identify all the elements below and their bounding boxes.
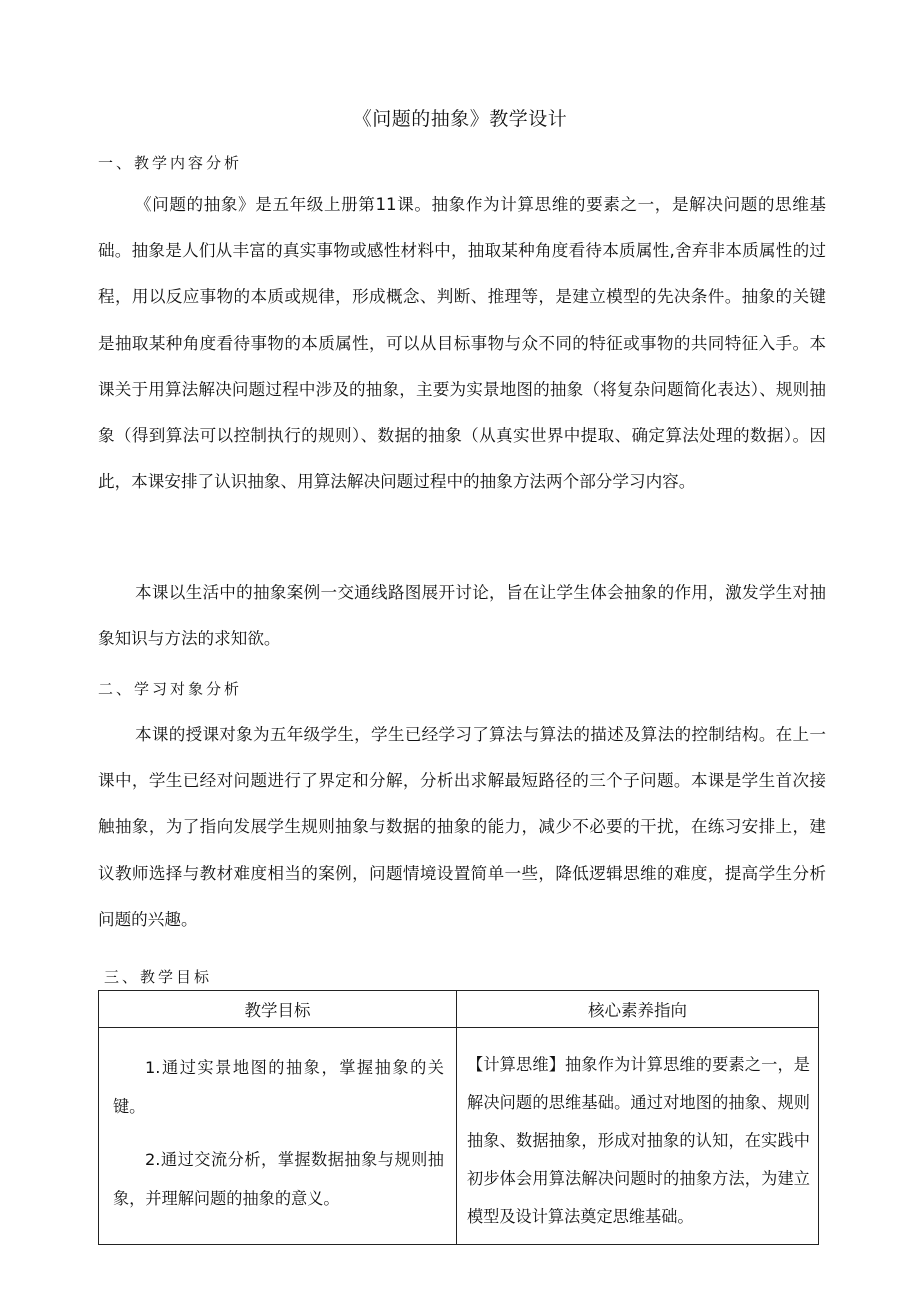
section-heading-learner-analysis: 二、学习对象分析 <box>98 680 243 698</box>
table-header-row <box>99 991 819 1028</box>
section-heading-teaching-goals: 三、教学目标 <box>104 968 213 986</box>
column-header-core-literacy: 核心素养指向 <box>457 991 819 1028</box>
paragraph-learner-analysis: 本课的授课对象为五年级学生，学生已经学习了算法与算法的描述及算法的控制结构。在上一课中，学生已经对问题进行了界定和分解，分析出求解最短路径的三个子问题。本课是学生首次接触抽象，为了指向发展学生规则抽象与数据的抽象的能力，减少不必要的干扰，在练习安排上，建议教师选择与教材难度相当的案例，问题情境设置简单一些，降低逻辑思维的难度，提高学生分析问题的兴趣。 <box>98 725 826 929</box>
section-heading-content-analysis: 一、教学内容分析 <box>98 154 243 172</box>
paragraph-content-analysis-1: 《问题的抽象》是五年级上册第11课。抽象作为计算思维的要素之一，是解决问题的思维基础。抽象是人们从丰富的真实事物或感性材料中，抽取某种角度看待本质属性,舍弃非本质属性的过程，用以反应事物的本质或规律，形成概念、判断、推理等，是建立模型的先决条件。抽象的关键是抽取某种角度看待事物的本质属性，可以从目标事物与众不同的特征或事物的共同特征入手。本课关于用算法解决问题过程中涉及的抽象，主要为实景地图的抽象（将复杂问题简化表达）、规则抽象（得到算法可以控制执行的规则）、数据的抽象（从真实世界中提取、确定算法处理的数据）。因此，本课安排了认识抽象、用算法解决问题过程中的抽象方法两个部分学习内容。 <box>98 195 826 492</box>
goal-item-1: 1.通过实景地图的抽象，掌握抽象的关键。 <box>113 1058 444 1116</box>
table-row <box>99 1028 819 1245</box>
teaching-goals-table <box>98 990 819 1245</box>
column-header-goals: 教学目标 <box>99 991 457 1028</box>
core-literacy-text: 【计算思维】抽象作为计算思维的要素之一，是解决问题的思维基础。通过对地图的抽象、规则抽象、数据抽象，形成对抽象的认知，在实践中初步体会用算法解决问题时的抽象方法，为建立模型及设计算法奠定思维基础。 <box>467 1055 810 1226</box>
paragraph-content-analysis-2: 本课以生活中的抽象案例一交通线路图展开讨论，旨在让学生体会抽象的作用，激发学生对抽象知识与方法的求知欲。 <box>98 583 826 649</box>
goals-cell <box>99 1028 457 1245</box>
document-title: 《问题的抽象》教学设计 <box>352 108 568 130</box>
core-literacy-cell <box>457 1028 819 1245</box>
goal-item-2: 2.通过交流分析，掌握数据抽象与规则抽象，并理解问题的抽象的意义。 <box>113 1150 444 1208</box>
